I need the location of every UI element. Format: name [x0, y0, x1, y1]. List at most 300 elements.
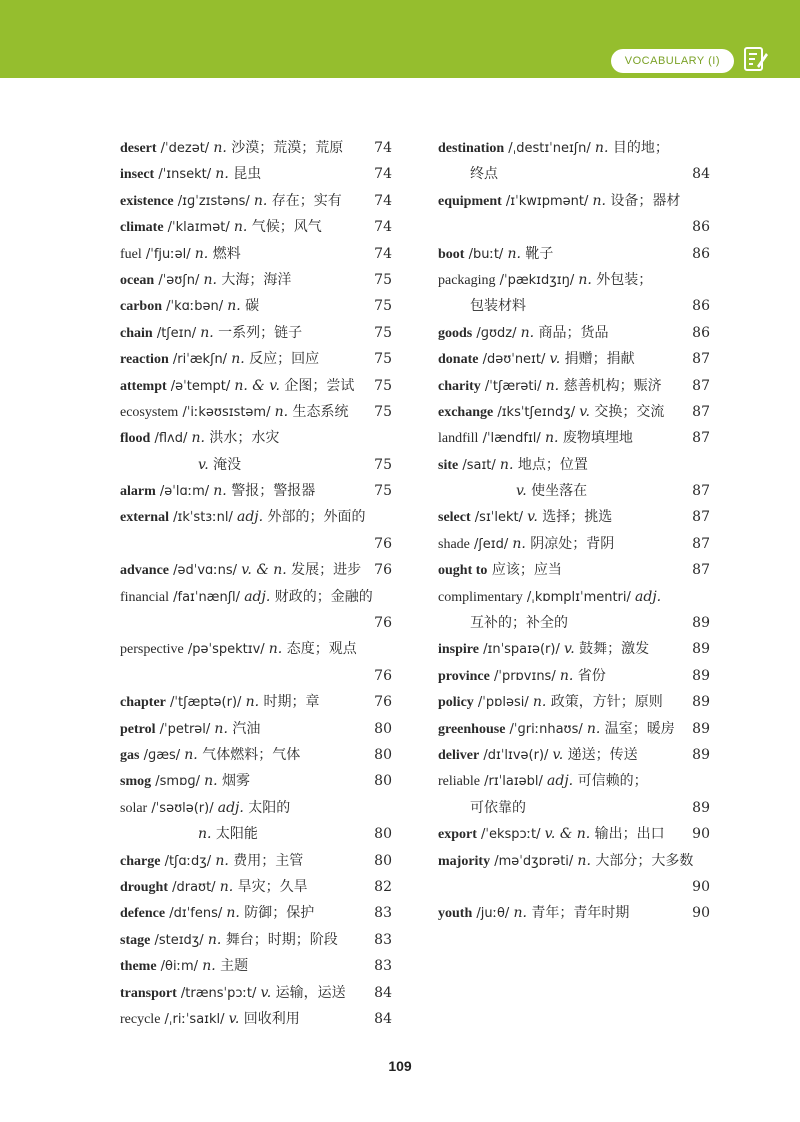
vocab-entry	[120, 900, 392, 926]
definition: 大部分；大多数	[590, 852, 694, 869]
part-of-speech: n.	[268, 641, 283, 658]
headword: climate	[120, 220, 164, 236]
phonetic: /ˈpɒləsi/	[473, 695, 533, 711]
entry-line	[438, 504, 710, 530]
part-of-speech: n.	[215, 852, 229, 869]
vocab-entry	[120, 425, 392, 478]
definition: 沙漠；荒漠；荒原	[226, 140, 344, 156]
vocabulary-column-right	[438, 135, 710, 927]
notepad-pencil-icon	[742, 44, 770, 74]
definition: 存在；实有	[267, 192, 342, 209]
entry-text	[438, 161, 498, 187]
headword: petrol	[120, 721, 156, 737]
entry-line	[438, 478, 710, 504]
vocab-entry	[120, 584, 392, 637]
entry-text	[438, 900, 629, 927]
page-reference: 83	[374, 905, 392, 922]
page-reference: 76	[374, 562, 392, 579]
vocab-entry	[120, 214, 392, 240]
page-reference: 80	[374, 852, 392, 869]
phonetic: /ədˈvɑːns/	[169, 563, 242, 579]
headword: drought	[120, 879, 168, 895]
entry-line	[120, 953, 392, 979]
entry-line	[438, 452, 710, 478]
entry-text	[120, 927, 338, 954]
vocab-entry	[438, 821, 710, 847]
phonetic: /θiːm/	[156, 959, 203, 975]
vocab-entry	[120, 478, 392, 504]
phonetic: /əˈtempt/	[166, 378, 235, 394]
vocab-entry	[120, 1006, 392, 1032]
part-of-speech: n.	[253, 192, 268, 209]
definition: 捐赠；捐献	[560, 351, 635, 368]
page-reference: 75	[374, 377, 392, 394]
vocab-entry	[120, 874, 392, 900]
headword: majority	[438, 853, 491, 869]
entry-text	[438, 135, 669, 162]
vocab-entry	[120, 399, 392, 425]
page-reference: 82	[374, 878, 392, 895]
entry-line	[120, 531, 392, 557]
definition: 燃料	[208, 245, 241, 262]
definition: 态度；观点	[282, 641, 357, 658]
entry-line	[438, 425, 710, 451]
phonetic: /ˈəʊʃn/	[154, 272, 204, 288]
vocab-entry	[120, 636, 392, 689]
page-reference: 84	[374, 1010, 392, 1027]
headword: reaction	[120, 352, 169, 368]
entry-line	[120, 135, 392, 161]
phonetic: /ˌdestɪˈneɪʃn/	[504, 141, 595, 156]
page-reference: 89	[692, 720, 710, 737]
entry-line	[438, 241, 710, 267]
definition: 反应；回应	[244, 351, 320, 368]
page-reference: 75	[374, 403, 392, 420]
definition: 企图；尝试	[279, 377, 355, 394]
entry-line	[120, 874, 392, 900]
entry-text	[120, 399, 349, 426]
headword: charity	[438, 378, 481, 394]
phonetic: /ɪksˈtʃeɪndʒ/	[493, 404, 580, 420]
vocab-entry	[438, 689, 710, 715]
entry-text	[120, 452, 241, 478]
vocab-entry	[120, 241, 392, 267]
definition: 警报；警报器	[226, 483, 316, 500]
definition: 时期；章	[259, 694, 320, 711]
vocab-entry	[438, 135, 710, 188]
phonetic: /ˈɡriːnhaʊs/	[505, 721, 587, 737]
vocab-entry	[438, 716, 710, 742]
part-of-speech: v. & n.	[544, 826, 591, 843]
vocab-entry	[438, 636, 710, 662]
entry-line	[120, 346, 392, 372]
entry-text	[120, 161, 261, 188]
phonetic: /ˈpetrəl/	[155, 721, 215, 737]
headword: destination	[438, 141, 505, 156]
phonetic: /ˈdezət/	[156, 141, 214, 156]
page-reference: 84	[692, 166, 710, 183]
phonetic: /steɪdʒ/	[150, 932, 208, 948]
entry-line	[438, 161, 710, 187]
definition: 太阳能	[211, 826, 258, 843]
entry-line	[438, 399, 710, 425]
entry-line	[438, 373, 710, 399]
phonetic: /ˈtʃærəti/	[480, 378, 546, 394]
page-reference: 86	[692, 298, 710, 315]
page-reference: 75	[374, 456, 392, 473]
part-of-speech: n.	[214, 720, 228, 737]
entry-text	[120, 320, 302, 347]
headword: solar	[120, 800, 148, 816]
definition: 目的地；	[608, 140, 669, 156]
headword: fuel	[120, 246, 142, 262]
phonetic: /pəˈspektɪv/	[183, 642, 269, 658]
page-reference: 90	[692, 905, 710, 922]
entry-line	[120, 399, 392, 425]
vocab-entry	[120, 161, 392, 187]
vocab-entry	[120, 267, 392, 293]
phonetic: /rɪˈlaɪəbl/	[479, 774, 548, 790]
headword: shade	[438, 536, 470, 552]
entry-line	[120, 241, 392, 267]
entry-text	[438, 425, 633, 452]
definition: 一系列；链子	[213, 324, 303, 341]
phonetic: /faɪˈnænʃl/	[168, 589, 245, 605]
vocab-entry	[120, 795, 392, 848]
definition: 输出；出口	[590, 826, 665, 843]
vocab-entry	[438, 768, 710, 821]
entry-text	[438, 373, 662, 400]
definition: 交换；交流	[589, 403, 665, 420]
entry-text	[120, 188, 342, 215]
headword: perspective	[120, 642, 184, 658]
entry-line	[438, 663, 710, 689]
entry-text	[438, 795, 526, 821]
vocab-entry	[120, 848, 392, 874]
definition: 发展；进步	[286, 562, 362, 579]
definition: 主题	[215, 958, 249, 975]
definition: 包装材料	[470, 298, 526, 315]
entry-line	[120, 689, 392, 715]
entry-text	[438, 663, 606, 690]
phonetic: /ˈɪnsekt/	[154, 167, 216, 183]
definition: 外包装；	[591, 271, 653, 288]
phonetic: /sɪˈlekt/	[470, 510, 528, 526]
entry-line	[438, 742, 710, 768]
entry-line	[438, 584, 710, 610]
entry-text	[438, 742, 638, 769]
definition: 选择；挑选	[537, 509, 613, 526]
entry-line	[438, 188, 710, 214]
part-of-speech: n.	[191, 430, 205, 447]
phonetic: /ˈfjuːəl/	[141, 246, 195, 262]
vocab-entry	[120, 293, 392, 319]
page-reference: 76	[374, 694, 392, 711]
vocab-entry	[120, 927, 392, 953]
vocab-entry	[438, 267, 710, 320]
entry-line	[120, 610, 392, 636]
page-reference: 74	[374, 192, 392, 209]
part-of-speech: n.	[274, 403, 289, 420]
entry-line	[438, 320, 710, 346]
entry-line	[120, 900, 392, 926]
entry-line	[120, 768, 392, 794]
vocab-entry	[120, 346, 392, 372]
entry-text	[120, 900, 314, 927]
entry-text	[120, 874, 308, 901]
headword: inspire	[438, 642, 479, 658]
phonetic: /ˈlændfɪl/	[478, 431, 545, 447]
headword: defence	[120, 906, 166, 922]
entry-line	[120, 636, 392, 662]
page-reference: 80	[374, 746, 392, 763]
vocab-entry	[120, 742, 392, 768]
entry-text	[120, 478, 315, 505]
page-reference: 89	[692, 667, 710, 684]
headword: greenhouse	[438, 721, 506, 737]
entry-text	[120, 293, 259, 320]
phonetic: /məˈdʒɒrəti/	[490, 853, 578, 869]
part-of-speech: v.	[516, 483, 527, 500]
entry-text	[120, 373, 354, 400]
entry-text	[120, 1006, 300, 1033]
vocab-entry	[120, 135, 392, 161]
page-reference: 87	[692, 535, 710, 552]
page-reference: 90	[692, 878, 710, 895]
entry-text	[438, 504, 612, 531]
part-of-speech: v.	[527, 509, 538, 526]
part-of-speech: n.	[559, 667, 574, 684]
part-of-speech: n.	[203, 271, 217, 288]
entry-text	[120, 980, 346, 1007]
entry-line	[120, 742, 392, 768]
part-of-speech: n.	[207, 931, 222, 948]
page-reference: 87	[692, 403, 710, 420]
phonetic: /ˈpækɪdʒɪŋ/	[495, 272, 579, 288]
part-of-speech: n.	[245, 694, 260, 711]
entry-line	[438, 768, 710, 794]
entry-text	[120, 848, 303, 875]
part-of-speech: n.	[204, 773, 218, 790]
page-reference: 75	[374, 324, 392, 341]
vocab-entry	[120, 980, 392, 1006]
vocab-entry	[438, 900, 710, 926]
headword: recycle	[120, 1011, 161, 1027]
headword: desert	[120, 141, 157, 156]
entry-line	[438, 214, 710, 240]
section-label-text: VOCABULARY (I)	[624, 55, 720, 67]
definition: 使坐落在	[526, 483, 588, 500]
definition: 舞台；时期；阶段	[221, 931, 338, 948]
phonetic: /smɒɡ/	[151, 774, 205, 790]
part-of-speech: adj.	[635, 588, 662, 605]
entry-text	[438, 346, 635, 373]
entry-line	[438, 636, 710, 662]
entry-text	[120, 795, 290, 822]
entry-text	[438, 241, 553, 268]
part-of-speech: n.	[545, 377, 560, 394]
definition: 政策，方针；原则	[546, 694, 663, 711]
part-of-speech: adj.	[244, 588, 271, 605]
part-of-speech: n.	[577, 852, 591, 869]
entry-text	[438, 821, 665, 848]
vocab-entry	[438, 425, 710, 451]
part-of-speech: n.	[202, 958, 216, 975]
phonetic: /buːt/	[464, 246, 508, 262]
phonetic: /tʃeɪn/	[152, 325, 201, 341]
entry-line	[438, 293, 710, 319]
definition: 旱灾；久旱	[233, 878, 308, 895]
page-reference: 75	[374, 351, 392, 368]
part-of-speech: n.	[231, 351, 245, 368]
entry-line	[438, 610, 710, 636]
entry-text	[438, 689, 663, 716]
entry-line	[120, 320, 392, 346]
phonetic: /ˈprɒvɪns/	[489, 668, 560, 684]
entry-line	[120, 214, 392, 240]
phonetic: /ˈiːkəʊsɪstəm/	[178, 404, 275, 420]
entry-line	[120, 504, 392, 530]
entry-text	[438, 399, 664, 426]
entry-text	[438, 478, 587, 504]
vocab-entry	[438, 241, 710, 267]
headword: advance	[120, 563, 169, 579]
part-of-speech: n.	[213, 483, 227, 500]
phonetic: /ɪɡˈzɪstəns/	[173, 193, 254, 209]
headword: reliable	[438, 774, 480, 790]
page-reference: 84	[374, 984, 392, 1001]
part-of-speech: n.	[586, 720, 601, 737]
part-of-speech: n.	[213, 140, 227, 156]
entry-text	[438, 320, 609, 347]
entry-text	[438, 584, 661, 611]
page-reference: 89	[692, 615, 710, 632]
definition: 靴子	[520, 245, 554, 262]
part-of-speech: v.	[552, 746, 564, 763]
vocab-entry	[438, 399, 710, 425]
headword: financial	[120, 589, 169, 605]
phonetic: /ˈklaɪmət/	[163, 220, 234, 236]
headword: flood	[120, 431, 151, 447]
page-reference: 89	[692, 746, 710, 763]
part-of-speech: n.	[592, 192, 606, 209]
page-reference: 75	[374, 271, 392, 288]
headword: landfill	[438, 431, 479, 447]
definition: 可信赖的；	[573, 773, 648, 790]
part-of-speech: adj.	[236, 509, 264, 526]
entry-line	[438, 874, 710, 900]
definition: 温室；暖房	[600, 720, 675, 737]
entry-text	[438, 848, 693, 875]
phonetic: /ɪˈkwɪpmənt/	[501, 193, 593, 209]
phonetic: /trænsˈpɔːt/	[176, 985, 261, 1001]
entry-text	[438, 610, 568, 636]
entry-text	[438, 636, 649, 663]
headword: smog	[120, 774, 152, 790]
vocab-entry	[120, 716, 392, 742]
definition: 商品；货品	[534, 324, 609, 341]
entry-line	[120, 1006, 392, 1032]
part-of-speech: v.	[549, 351, 561, 368]
phonetic: /juːθ/	[472, 906, 514, 922]
page-reference: 86	[692, 324, 710, 341]
entry-text	[120, 821, 258, 847]
vocab-entry	[120, 188, 392, 214]
phonetic: /dɪˈlɪvə(r)/	[479, 747, 553, 763]
headword: packaging	[438, 272, 496, 288]
entry-text	[438, 557, 562, 584]
page-reference: 87	[692, 562, 710, 579]
entry-text	[120, 584, 373, 611]
definition: 阴凉处；背阴	[525, 535, 615, 552]
phonetic: /tʃɑːdʒ/	[160, 853, 216, 869]
part-of-speech: n.	[194, 245, 209, 262]
entry-line	[120, 452, 392, 478]
vocab-entry	[438, 742, 710, 768]
entry-line	[120, 980, 392, 1006]
definition: 洪水；水灾	[204, 430, 280, 447]
page-reference: 87	[692, 351, 710, 368]
vocab-entry	[120, 689, 392, 715]
vocab-entry	[438, 531, 710, 557]
definition: 烟雾	[217, 773, 251, 790]
headword: site	[438, 457, 459, 473]
page-reference: 80	[374, 826, 392, 843]
entry-line	[438, 689, 710, 715]
page-reference: 87	[692, 430, 710, 447]
page-reference: 86	[692, 219, 710, 236]
part-of-speech: v. & n.	[241, 562, 287, 579]
definition: 淹没	[208, 456, 242, 473]
definition: 鼓舞；激发	[574, 641, 650, 658]
vocab-entry	[438, 848, 710, 901]
definition: 设备；器材	[605, 192, 681, 209]
entry-line	[120, 927, 392, 953]
phonetic: /flʌd/	[150, 431, 192, 447]
vocab-entry	[438, 584, 710, 637]
headword: transport	[120, 985, 177, 1001]
part-of-speech: v.	[563, 641, 575, 658]
vocab-entry	[120, 557, 392, 583]
vocab-entry	[438, 452, 710, 505]
part-of-speech: v.	[228, 1010, 240, 1027]
vocab-entry	[438, 188, 710, 241]
definition: 大海；海洋	[216, 271, 292, 288]
headword: gas	[120, 747, 140, 763]
headword: ocean	[120, 272, 155, 288]
phonetic: /ˌriːˈsaɪkl/	[160, 1011, 229, 1027]
headword: carbon	[120, 299, 162, 315]
page-reference: 89	[692, 694, 710, 711]
vocab-entry	[120, 953, 392, 979]
headword: equipment	[438, 193, 502, 209]
entry-line	[120, 478, 392, 504]
entry-text	[438, 768, 648, 795]
entry-text	[120, 346, 319, 373]
entry-line	[120, 848, 392, 874]
phonetic: /ˈtʃæptə(r)/	[165, 695, 246, 711]
part-of-speech: n.	[532, 694, 547, 711]
entry-line	[120, 557, 392, 583]
definition: 可依靠的	[470, 799, 526, 816]
headword: exchange	[438, 404, 494, 420]
part-of-speech: v.	[260, 984, 272, 1001]
entry-line	[438, 531, 710, 557]
vocab-entry	[120, 768, 392, 794]
definition: 青年；青年时期	[526, 905, 630, 922]
definition: 地点；位置	[513, 456, 588, 473]
entry-text	[120, 504, 366, 531]
